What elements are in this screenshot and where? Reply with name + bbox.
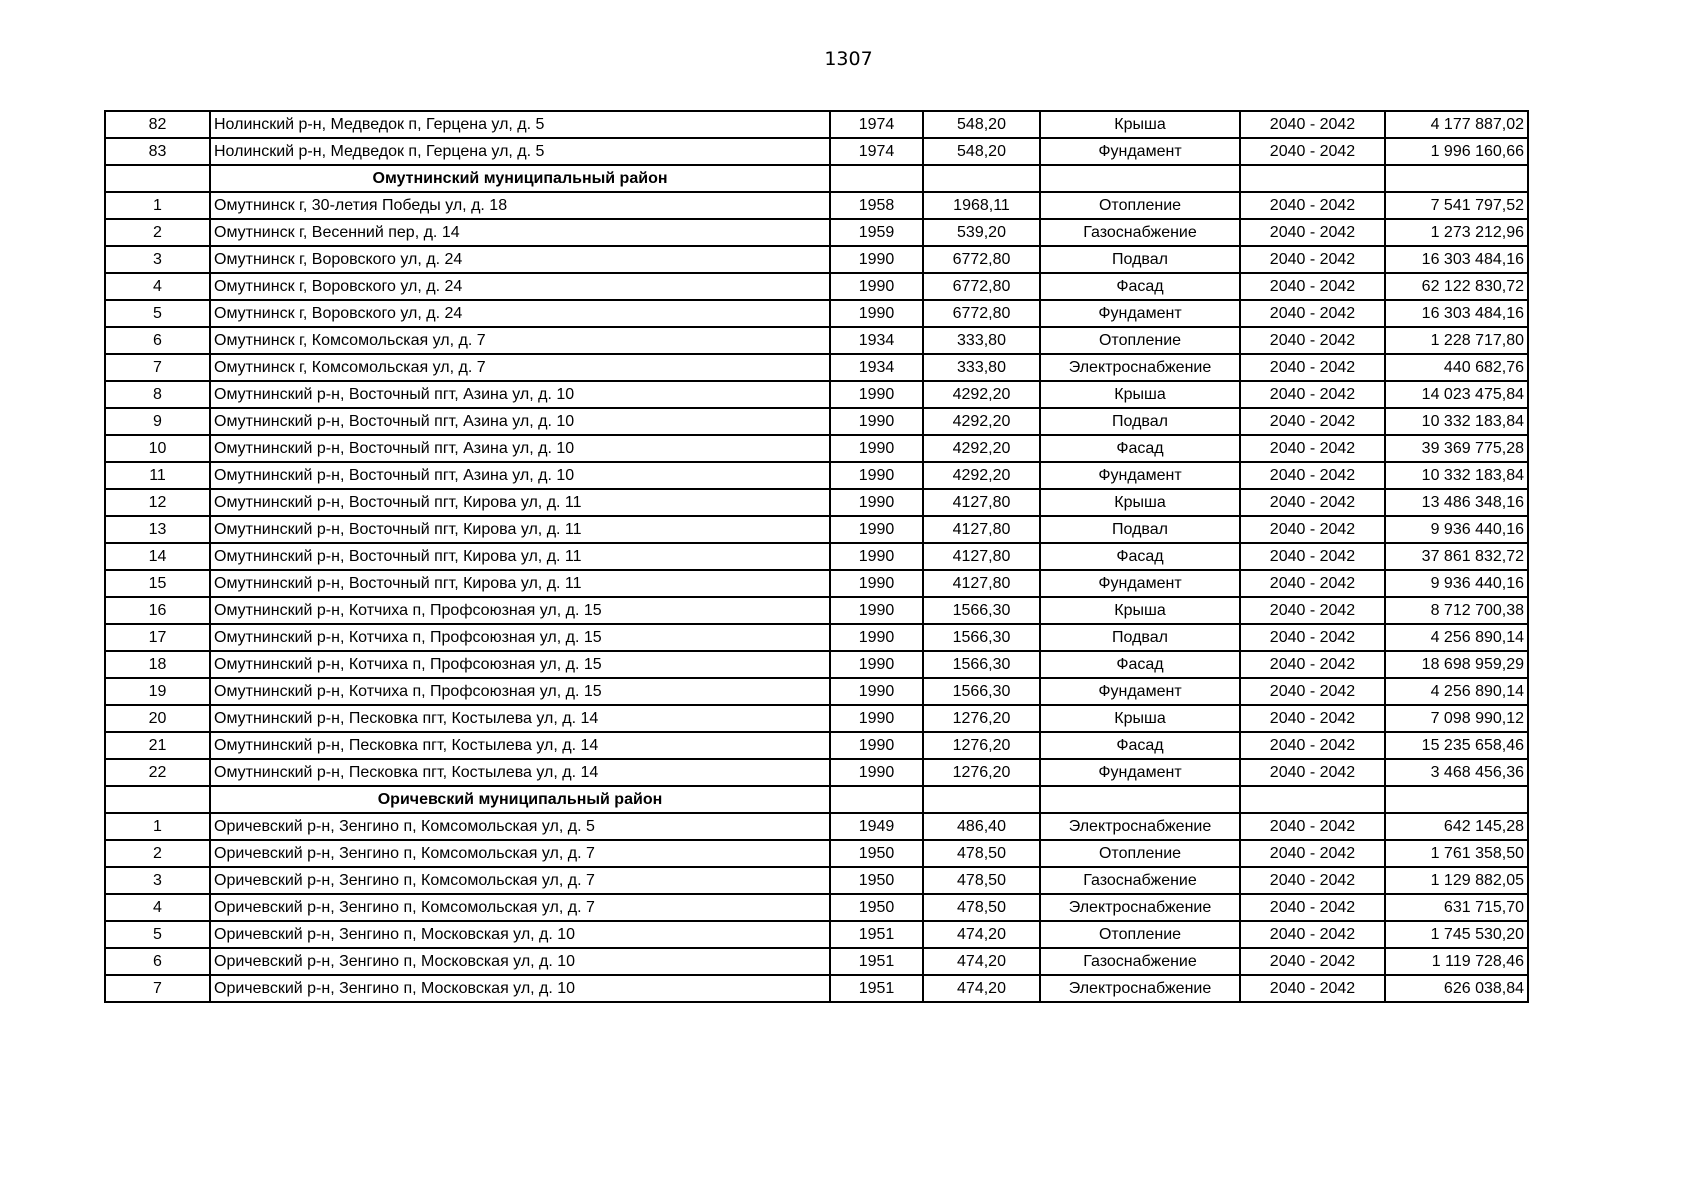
cell-cost: 37 861 832,72 bbox=[1385, 543, 1528, 570]
section-title: Оричевский муниципальный район bbox=[210, 786, 830, 813]
cell-cost bbox=[1385, 165, 1528, 192]
cell-address: Омутнинск г, Воровского ул, д. 24 bbox=[210, 273, 830, 300]
cell-work-type: Подвал bbox=[1040, 408, 1240, 435]
cell-number: 12 bbox=[105, 489, 210, 516]
cell-work-type: Фундамент bbox=[1040, 138, 1240, 165]
cell-period: 2040 - 2042 bbox=[1240, 192, 1385, 219]
cell-cost: 1 119 728,46 bbox=[1385, 948, 1528, 975]
table-row bbox=[105, 273, 1528, 300]
cell-work-type: Газоснабжение bbox=[1040, 219, 1240, 246]
cell-cost: 9 936 440,16 bbox=[1385, 516, 1528, 543]
cell-area: 4127,80 bbox=[923, 543, 1040, 570]
cell-year: 1949 bbox=[830, 813, 923, 840]
cell-address: Омутнинск г, Комсомольская ул, д. 7 bbox=[210, 327, 830, 354]
cell-year: 1950 bbox=[830, 894, 923, 921]
cell-year: 1990 bbox=[830, 543, 923, 570]
cell-cost: 10 332 183,84 bbox=[1385, 408, 1528, 435]
table-row bbox=[105, 354, 1528, 381]
cell-work-type: Фундамент bbox=[1040, 462, 1240, 489]
cell-cost: 1 273 212,96 bbox=[1385, 219, 1528, 246]
cell-work-type: Фасад bbox=[1040, 273, 1240, 300]
cell-year: 1990 bbox=[830, 381, 923, 408]
table-row bbox=[105, 624, 1528, 651]
cell-number: 19 bbox=[105, 678, 210, 705]
cell-address: Оричевский р-н, Зенгино п, Московская ул, д. 10 bbox=[210, 948, 830, 975]
cell-address: Омутнинский р-н, Котчиха п, Профсоюзная ул, д. 15 bbox=[210, 624, 830, 651]
table-row bbox=[105, 597, 1528, 624]
table-row bbox=[105, 462, 1528, 489]
cell-address: Омутнинск г, Воровского ул, д. 24 bbox=[210, 300, 830, 327]
cell-number: 8 bbox=[105, 381, 210, 408]
cell-number bbox=[105, 786, 210, 813]
cell-address: Нолинский р-н, Медведок п, Герцена ул, д. 5 bbox=[210, 138, 830, 165]
cell-area: 1566,30 bbox=[923, 651, 1040, 678]
table-row bbox=[105, 138, 1528, 165]
table-row bbox=[105, 408, 1528, 435]
cell-year: 1951 bbox=[830, 975, 923, 1002]
cell-cost: 15 235 658,46 bbox=[1385, 732, 1528, 759]
cell-period: 2040 - 2042 bbox=[1240, 246, 1385, 273]
cell-cost: 8 712 700,38 bbox=[1385, 597, 1528, 624]
cell-year: 1990 bbox=[830, 246, 923, 273]
cell-address: Омутнинский р-н, Восточный пгт, Азина ул, д. 10 bbox=[210, 408, 830, 435]
cell-address: Омутнинск г, Весенний пер, д. 14 bbox=[210, 219, 830, 246]
cell-period: 2040 - 2042 bbox=[1240, 489, 1385, 516]
cell-work-type: Фасад bbox=[1040, 543, 1240, 570]
cell-work-type bbox=[1040, 165, 1240, 192]
cell-period: 2040 - 2042 bbox=[1240, 354, 1385, 381]
cell-period: 2040 - 2042 bbox=[1240, 462, 1385, 489]
cell-period bbox=[1240, 165, 1385, 192]
cell-area: 4292,20 bbox=[923, 381, 1040, 408]
cell-work-type: Подвал bbox=[1040, 246, 1240, 273]
cell-work-type: Фундамент bbox=[1040, 300, 1240, 327]
table-row bbox=[105, 678, 1528, 705]
cell-number: 11 bbox=[105, 462, 210, 489]
cell-address: Омутнинский р-н, Восточный пгт, Кирова ул, д. 11 bbox=[210, 489, 830, 516]
cell-work-type: Фундамент bbox=[1040, 678, 1240, 705]
cell-period: 2040 - 2042 bbox=[1240, 111, 1385, 138]
cell-year: 1990 bbox=[830, 408, 923, 435]
cell-number: 2 bbox=[105, 219, 210, 246]
cell-address: Нолинский р-н, Медведок п, Герцена ул, д. 5 bbox=[210, 111, 830, 138]
cell-area: 6772,80 bbox=[923, 273, 1040, 300]
cell-work-type: Электроснабжение bbox=[1040, 813, 1240, 840]
cell-cost: 16 303 484,16 bbox=[1385, 246, 1528, 273]
cell-year: 1990 bbox=[830, 759, 923, 786]
cell-number: 15 bbox=[105, 570, 210, 597]
cell-period: 2040 - 2042 bbox=[1240, 678, 1385, 705]
cell-year: 1959 bbox=[830, 219, 923, 246]
table-row bbox=[105, 894, 1528, 921]
cell-number: 6 bbox=[105, 327, 210, 354]
page-number: 1307 bbox=[824, 48, 873, 70]
cell-area: 6772,80 bbox=[923, 300, 1040, 327]
cell-address: Омутнинский р-н, Песковка пгт, Костылева ул, д. 14 bbox=[210, 759, 830, 786]
cell-period: 2040 - 2042 bbox=[1240, 705, 1385, 732]
cell-year: 1990 bbox=[830, 570, 923, 597]
cell-number: 9 bbox=[105, 408, 210, 435]
cell-year: 1990 bbox=[830, 435, 923, 462]
cell-cost: 4 256 890,14 bbox=[1385, 678, 1528, 705]
cell-work-type: Крыша bbox=[1040, 705, 1240, 732]
cell-area: 4292,20 bbox=[923, 435, 1040, 462]
cell-cost: 1 745 530,20 bbox=[1385, 921, 1528, 948]
cell-work-type: Отопление bbox=[1040, 327, 1240, 354]
cell-period: 2040 - 2042 bbox=[1240, 867, 1385, 894]
cell-period: 2040 - 2042 bbox=[1240, 435, 1385, 462]
cell-number: 6 bbox=[105, 948, 210, 975]
cell-area: 548,20 bbox=[923, 111, 1040, 138]
cell-cost: 4 177 887,02 bbox=[1385, 111, 1528, 138]
cell-year: 1990 bbox=[830, 273, 923, 300]
cell-period: 2040 - 2042 bbox=[1240, 516, 1385, 543]
cell-period: 2040 - 2042 bbox=[1240, 408, 1385, 435]
cell-work-type: Электроснабжение bbox=[1040, 894, 1240, 921]
cell-year: 1950 bbox=[830, 867, 923, 894]
cell-cost: 642 145,28 bbox=[1385, 813, 1528, 840]
cell-period: 2040 - 2042 bbox=[1240, 624, 1385, 651]
cell-number: 21 bbox=[105, 732, 210, 759]
cell-year: 1990 bbox=[830, 678, 923, 705]
cell-address: Омутнинский р-н, Котчиха п, Профсоюзная ул, д. 15 bbox=[210, 678, 830, 705]
cell-period: 2040 - 2042 bbox=[1240, 975, 1385, 1002]
cell-period: 2040 - 2042 bbox=[1240, 732, 1385, 759]
cell-number bbox=[105, 165, 210, 192]
cell-work-type: Отопление bbox=[1040, 192, 1240, 219]
cell-number: 10 bbox=[105, 435, 210, 462]
cell-period: 2040 - 2042 bbox=[1240, 327, 1385, 354]
cell-area: 4292,20 bbox=[923, 462, 1040, 489]
cell-year: 1990 bbox=[830, 624, 923, 651]
cell-number: 20 bbox=[105, 705, 210, 732]
cell-cost: 62 122 830,72 bbox=[1385, 273, 1528, 300]
cell-cost: 631 715,70 bbox=[1385, 894, 1528, 921]
cell-period: 2040 - 2042 bbox=[1240, 570, 1385, 597]
cell-number: 16 bbox=[105, 597, 210, 624]
cell-cost: 39 369 775,28 bbox=[1385, 435, 1528, 462]
cell-area: 478,50 bbox=[923, 894, 1040, 921]
cell-cost: 3 468 456,36 bbox=[1385, 759, 1528, 786]
cell-work-type: Крыша bbox=[1040, 489, 1240, 516]
cell-year: 1958 bbox=[830, 192, 923, 219]
cell-period bbox=[1240, 786, 1385, 813]
section-header-row bbox=[105, 786, 1528, 813]
cell-number: 14 bbox=[105, 543, 210, 570]
cell-area: 474,20 bbox=[923, 948, 1040, 975]
table-row bbox=[105, 489, 1528, 516]
table-row bbox=[105, 867, 1528, 894]
cell-number: 5 bbox=[105, 300, 210, 327]
table-row bbox=[105, 732, 1528, 759]
cell-work-type: Подвал bbox=[1040, 516, 1240, 543]
cell-year: 1974 bbox=[830, 111, 923, 138]
cell-period: 2040 - 2042 bbox=[1240, 894, 1385, 921]
cell-work-type: Фундамент bbox=[1040, 570, 1240, 597]
cell-period: 2040 - 2042 bbox=[1240, 840, 1385, 867]
cell-year: 1990 bbox=[830, 489, 923, 516]
cell-cost: 7 098 990,12 bbox=[1385, 705, 1528, 732]
cell-year: 1951 bbox=[830, 948, 923, 975]
cell-address: Омутнинский р-н, Восточный пгт, Кирова ул, д. 11 bbox=[210, 543, 830, 570]
cell-period: 2040 - 2042 bbox=[1240, 219, 1385, 246]
table-row bbox=[105, 327, 1528, 354]
cell-area: 4127,80 bbox=[923, 516, 1040, 543]
cell-area: 6772,80 bbox=[923, 246, 1040, 273]
cell-number: 4 bbox=[105, 273, 210, 300]
table-row bbox=[105, 435, 1528, 462]
cell-number: 18 bbox=[105, 651, 210, 678]
cell-year bbox=[830, 786, 923, 813]
cell-number: 17 bbox=[105, 624, 210, 651]
cell-area: 478,50 bbox=[923, 867, 1040, 894]
cell-work-type: Электроснабжение bbox=[1040, 975, 1240, 1002]
cell-work-type: Фасад bbox=[1040, 435, 1240, 462]
cell-area: 1566,30 bbox=[923, 597, 1040, 624]
cell-year: 1974 bbox=[830, 138, 923, 165]
cell-period: 2040 - 2042 bbox=[1240, 597, 1385, 624]
cell-year: 1950 bbox=[830, 840, 923, 867]
cell-work-type: Газоснабжение bbox=[1040, 867, 1240, 894]
cell-area: 333,80 bbox=[923, 327, 1040, 354]
cell-work-type bbox=[1040, 786, 1240, 813]
cell-number: 4 bbox=[105, 894, 210, 921]
cell-area bbox=[923, 786, 1040, 813]
cell-area: 1566,30 bbox=[923, 678, 1040, 705]
cell-area: 548,20 bbox=[923, 138, 1040, 165]
cell-area bbox=[923, 165, 1040, 192]
table-row bbox=[105, 705, 1528, 732]
cell-area: 478,50 bbox=[923, 840, 1040, 867]
table-row bbox=[105, 921, 1528, 948]
table-row bbox=[105, 570, 1528, 597]
cell-area: 1276,20 bbox=[923, 732, 1040, 759]
table-body bbox=[105, 111, 1528, 1002]
cell-work-type: Крыша bbox=[1040, 597, 1240, 624]
cell-area: 4292,20 bbox=[923, 408, 1040, 435]
cell-number: 7 bbox=[105, 354, 210, 381]
cell-period: 2040 - 2042 bbox=[1240, 759, 1385, 786]
cell-address: Оричевский р-н, Зенгино п, Московская ул, д. 10 bbox=[210, 921, 830, 948]
cell-address: Оричевский р-н, Зенгино п, Московская ул, д. 10 bbox=[210, 975, 830, 1002]
cell-cost: 1 761 358,50 bbox=[1385, 840, 1528, 867]
cell-work-type: Фасад bbox=[1040, 651, 1240, 678]
cell-area: 4127,80 bbox=[923, 489, 1040, 516]
cell-year: 1934 bbox=[830, 354, 923, 381]
cell-address: Оричевский р-н, Зенгино п, Комсомольская ул, д. 7 bbox=[210, 840, 830, 867]
cell-address: Оричевский р-н, Зенгино п, Комсомольская ул, д. 7 bbox=[210, 894, 830, 921]
cell-cost: 1 129 882,05 bbox=[1385, 867, 1528, 894]
cell-area: 1276,20 bbox=[923, 705, 1040, 732]
cell-work-type: Подвал bbox=[1040, 624, 1240, 651]
cell-cost: 13 486 348,16 bbox=[1385, 489, 1528, 516]
cell-area: 486,40 bbox=[923, 813, 1040, 840]
cell-address: Омутнинский р-н, Восточный пгт, Азина ул, д. 10 bbox=[210, 435, 830, 462]
cell-year: 1990 bbox=[830, 516, 923, 543]
table-row bbox=[105, 516, 1528, 543]
cell-number: 13 bbox=[105, 516, 210, 543]
table-row bbox=[105, 111, 1528, 138]
cell-work-type: Отопление bbox=[1040, 840, 1240, 867]
cell-period: 2040 - 2042 bbox=[1240, 543, 1385, 570]
cell-area: 4127,80 bbox=[923, 570, 1040, 597]
cell-number: 7 bbox=[105, 975, 210, 1002]
cell-cost: 4 256 890,14 bbox=[1385, 624, 1528, 651]
cell-cost bbox=[1385, 786, 1528, 813]
cell-year: 1951 bbox=[830, 921, 923, 948]
cell-number: 83 bbox=[105, 138, 210, 165]
cell-address: Оричевский р-н, Зенгино п, Комсомольская ул, д. 5 bbox=[210, 813, 830, 840]
cell-area: 539,20 bbox=[923, 219, 1040, 246]
cell-area: 474,20 bbox=[923, 921, 1040, 948]
cell-work-type: Фундамент bbox=[1040, 759, 1240, 786]
table-row bbox=[105, 651, 1528, 678]
table-row bbox=[105, 246, 1528, 273]
cell-address: Омутнинский р-н, Песковка пгт, Костылева ул, д. 14 bbox=[210, 705, 830, 732]
cell-cost: 18 698 959,29 bbox=[1385, 651, 1528, 678]
cell-period: 2040 - 2042 bbox=[1240, 921, 1385, 948]
cell-year: 1990 bbox=[830, 732, 923, 759]
cell-address: Омутнинск г, 30-летия Победы ул, д. 18 bbox=[210, 192, 830, 219]
cell-area: 474,20 bbox=[923, 975, 1040, 1002]
cell-work-type: Электроснабжение bbox=[1040, 354, 1240, 381]
cell-address: Омутнинск г, Комсомольская ул, д. 7 bbox=[210, 354, 830, 381]
cell-cost: 1 228 717,80 bbox=[1385, 327, 1528, 354]
cell-address: Омутнинский р-н, Восточный пгт, Кирова ул, д. 11 bbox=[210, 516, 830, 543]
cell-cost: 9 936 440,16 bbox=[1385, 570, 1528, 597]
cell-cost: 16 303 484,16 bbox=[1385, 300, 1528, 327]
cell-year: 1990 bbox=[830, 705, 923, 732]
cell-year: 1990 bbox=[830, 300, 923, 327]
table-row bbox=[105, 840, 1528, 867]
cell-address: Омутнинский р-н, Котчиха п, Профсоюзная ул, д. 15 bbox=[210, 597, 830, 624]
cell-area: 1566,30 bbox=[923, 624, 1040, 651]
cell-number: 1 bbox=[105, 192, 210, 219]
cell-cost: 14 023 475,84 bbox=[1385, 381, 1528, 408]
table-row bbox=[105, 219, 1528, 246]
table-row bbox=[105, 381, 1528, 408]
cell-number: 3 bbox=[105, 867, 210, 894]
table-row bbox=[105, 948, 1528, 975]
cell-year: 1934 bbox=[830, 327, 923, 354]
cell-period: 2040 - 2042 bbox=[1240, 651, 1385, 678]
cell-number: 1 bbox=[105, 813, 210, 840]
cell-number: 82 bbox=[105, 111, 210, 138]
cell-year bbox=[830, 165, 923, 192]
cell-area: 333,80 bbox=[923, 354, 1040, 381]
table-row bbox=[105, 813, 1528, 840]
cell-period: 2040 - 2042 bbox=[1240, 813, 1385, 840]
cell-period: 2040 - 2042 bbox=[1240, 300, 1385, 327]
cell-period: 2040 - 2042 bbox=[1240, 381, 1385, 408]
cell-address: Омутнинский р-н, Восточный пгт, Азина ул, д. 10 bbox=[210, 381, 830, 408]
section-header-row bbox=[105, 165, 1528, 192]
cell-number: 5 bbox=[105, 921, 210, 948]
cell-area: 1968,11 bbox=[923, 192, 1040, 219]
cell-cost: 626 038,84 bbox=[1385, 975, 1528, 1002]
cell-year: 1990 bbox=[830, 651, 923, 678]
cell-cost: 440 682,76 bbox=[1385, 354, 1528, 381]
cell-address: Омутнинск г, Воровского ул, д. 24 bbox=[210, 246, 830, 273]
cell-number: 3 bbox=[105, 246, 210, 273]
table-row bbox=[105, 192, 1528, 219]
cell-period: 2040 - 2042 bbox=[1240, 948, 1385, 975]
cell-number: 22 bbox=[105, 759, 210, 786]
cell-work-type: Крыша bbox=[1040, 381, 1240, 408]
table-row bbox=[105, 975, 1528, 1002]
cell-cost: 1 996 160,66 bbox=[1385, 138, 1528, 165]
cell-work-type: Фасад bbox=[1040, 732, 1240, 759]
table-row bbox=[105, 300, 1528, 327]
cell-work-type: Крыша bbox=[1040, 111, 1240, 138]
cell-period: 2040 - 2042 bbox=[1240, 138, 1385, 165]
cell-address: Оричевский р-н, Зенгино п, Комсомольская ул, д. 7 bbox=[210, 867, 830, 894]
cell-address: Омутнинский р-н, Восточный пгт, Кирова ул, д. 11 bbox=[210, 570, 830, 597]
cell-address: Омутнинский р-н, Песковка пгт, Костылева ул, д. 14 bbox=[210, 732, 830, 759]
cell-year: 1990 bbox=[830, 462, 923, 489]
cell-area: 1276,20 bbox=[923, 759, 1040, 786]
cell-work-type: Отопление bbox=[1040, 921, 1240, 948]
cell-cost: 10 332 183,84 bbox=[1385, 462, 1528, 489]
cell-address: Омутнинский р-н, Восточный пгт, Азина ул, д. 10 bbox=[210, 462, 830, 489]
cell-work-type: Газоснабжение bbox=[1040, 948, 1240, 975]
section-title: Омутнинский муниципальный район bbox=[210, 165, 830, 192]
cell-cost: 7 541 797,52 bbox=[1385, 192, 1528, 219]
repair-schedule-table bbox=[104, 110, 1529, 1003]
cell-year: 1990 bbox=[830, 597, 923, 624]
cell-period: 2040 - 2042 bbox=[1240, 273, 1385, 300]
cell-number: 2 bbox=[105, 840, 210, 867]
table-row bbox=[105, 759, 1528, 786]
table-row bbox=[105, 543, 1528, 570]
cell-address: Омутнинский р-н, Котчиха п, Профсоюзная ул, д. 15 bbox=[210, 651, 830, 678]
